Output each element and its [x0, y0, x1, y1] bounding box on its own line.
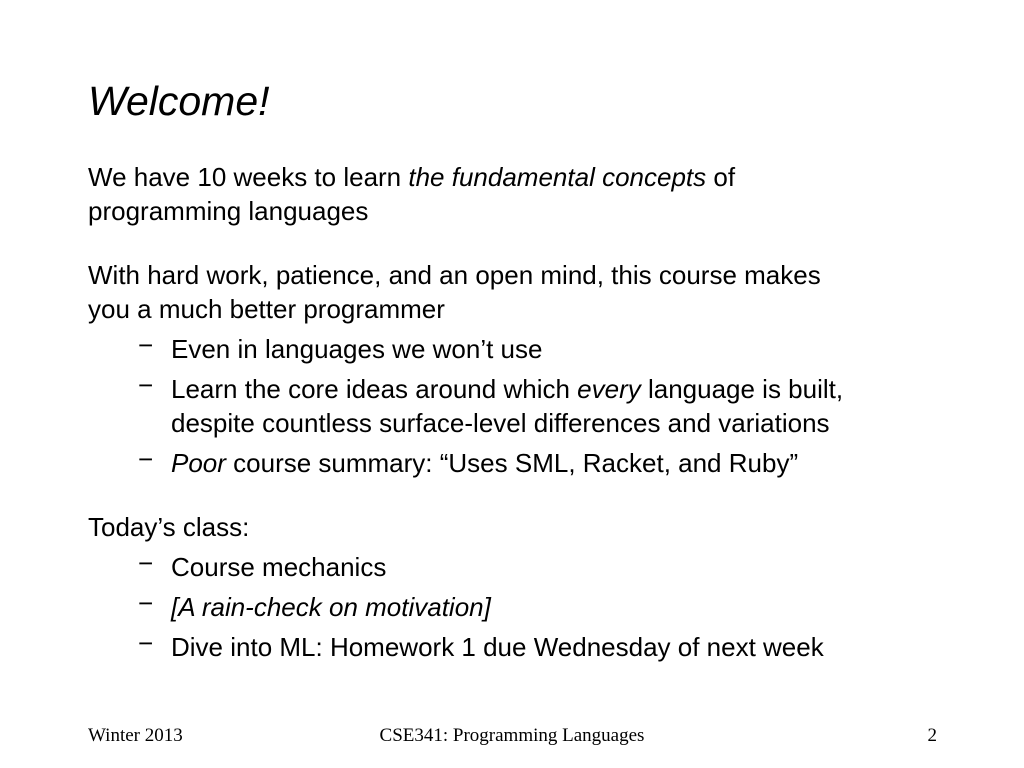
list-item-text: Course mechanics — [171, 552, 387, 582]
paragraph-today: Today’s class: — [88, 512, 250, 542]
dash-bullet: − — [138, 444, 154, 474]
emphasis-text: Poor — [171, 448, 226, 478]
list-item-text: language is built, — [640, 374, 844, 404]
footer-term: Winter 2013 — [88, 725, 183, 746]
list-item — [88, 446, 948, 480]
list-item — [88, 372, 948, 440]
emphasis-text: the fundamental concepts — [408, 162, 707, 192]
text: of — [706, 162, 736, 192]
dash-bullet: − — [138, 370, 154, 400]
list-item-text: Learn the core ideas around which — [171, 374, 578, 404]
list-item — [88, 550, 948, 584]
dash-bullet: − — [138, 330, 154, 360]
list-item — [88, 630, 948, 664]
emphasis-text: every — [577, 374, 641, 404]
list-item-text: Even in languages we won’t use — [171, 334, 543, 364]
list-item — [88, 332, 948, 366]
list-item-text: Dive into ML: Homework 1 due Wednesday of next week — [171, 632, 824, 662]
dash-bullet: − — [138, 548, 154, 578]
list-item-text: course summary: “Uses SML, Racket, and Ruby” — [225, 448, 799, 478]
text: programming languages — [88, 196, 369, 226]
dash-bullet: − — [138, 628, 154, 658]
list-item — [88, 590, 948, 624]
footer-course-title: CSE341: Programming Languages — [379, 725, 645, 746]
dash-bullet: − — [138, 588, 154, 618]
emphasis-text: [A rain-check on motivation] — [171, 592, 491, 622]
paragraph-weeks — [88, 160, 948, 228]
slide-body — [88, 160, 948, 664]
paragraph-hard-work — [88, 258, 948, 326]
slide-title: Welcome! — [88, 78, 270, 124]
list-item-text: despite countless surface-level differences and variations — [171, 408, 830, 438]
text: With hard work, patience, and an open mind, this course makes — [88, 260, 821, 290]
text: We have 10 weeks to learn — [88, 162, 409, 192]
footer-page-number: 2 — [927, 725, 937, 746]
text: you a much better programmer — [88, 294, 445, 324]
